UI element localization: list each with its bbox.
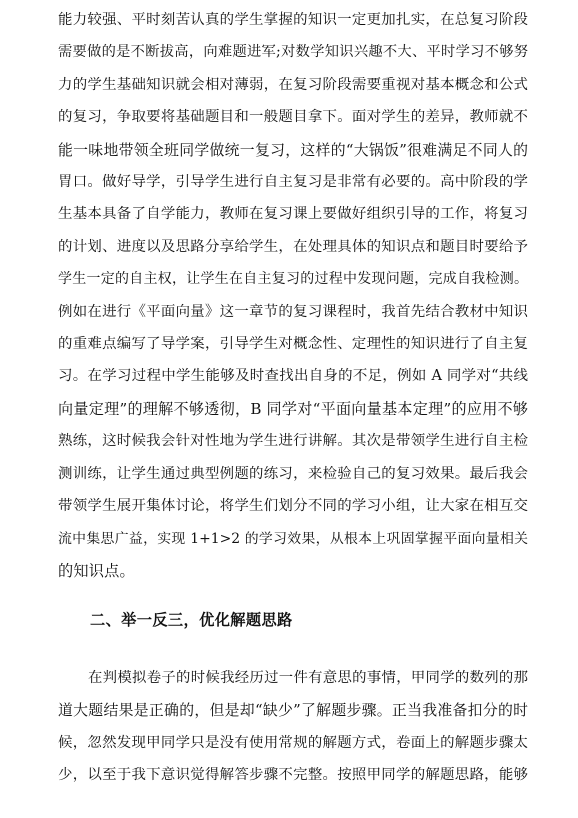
body-paragraph-1 [58,4,528,587]
text-line: 带领学生展开集体讨论，将学生们划分不同的学习小组，让大家在相互交 [58,498,528,515]
text-line: 胃口。做好导学，引导学生进行自主复习是非常有必要的。高中阶段的学 [58,174,528,191]
text-line: 的重难点编写了导学案，引导学生对概念性、定理性的知识进行了自主复 [58,336,528,353]
text-line: 例如在进行《平面向量》这一章节的复习课程时，我首先结合教材中知识 [58,303,528,320]
text-line: 测训练，让学生通过典型例题的练习，来检验自己的复习效果。最后我会 [58,465,528,482]
text-line: 流中集思广益，实现 1+1>2 的学习效果，从根本上巩固掌握平面向量相关 [58,530,528,547]
text-line: 生基本具备了自学能力，教师在复习课上要做好组织引导的工作，将复习 [58,206,528,223]
text-line: 力的学生基础知识就会相对薄弱，在复习阶段需要重视对基本概念和公式 [58,76,528,93]
text-line: 候，忽然发现甲同学只是没有使用常规的解题方式，卷面上的解题步骤太 [58,734,528,751]
text-line: 的复习，争取要将基础题目和一般题目拿下。面对学生的差异，教师就不 [58,109,528,126]
text-line: 熟练，这时候我会针对性地为学生进行讲解。其次是带领学生进行自主检 [58,433,528,450]
section-heading: 二、举一反三，优化解题思路 [90,611,293,629]
text-line: 的计划、进度以及思路分享给学生，在处理具体的知识点和题目时要给予 [58,238,528,255]
text-line: 能力较强、平时刻苦认真的学生掌握的知识一定更加扎实，在总复习阶段 [58,12,528,28]
text-line: 道大题结果是正确的，但是却“缺少”了解题步骤。正当我准备扣分的时 [58,701,528,720]
text-line: 需要做的是不断拔高，向难题进军;对数学知识兴趣不大、平时学习不够努 [58,44,528,61]
text-line: 能一味地带领全班同学做统一复习，这样的“大锅饭”很难满足不同人的 [58,140,528,159]
body-paragraph-2 [58,662,528,792]
text-line: 学生一定的自主权，让学生在自主复习的过程中发现问题，完成自我检测。 [58,271,528,288]
text-line: 向量定理”的理解不够透彻，B 同学对“平面向量基本定理”的应用不够 [58,399,528,418]
text-line: 习。在学习过程中学生能够及时查找出自身的不足，例如 A 同学对“共线 [58,368,528,385]
text-line: 在判模拟卷子的时候我经历过一件有意思的事情，甲同学的数列的那 [88,670,528,686]
text-line: 的知识点。 [58,561,135,580]
text-line: 少，以至于我下意识觉得解答步骤不完整。按照甲同学的解题思路，能够 [58,767,528,784]
